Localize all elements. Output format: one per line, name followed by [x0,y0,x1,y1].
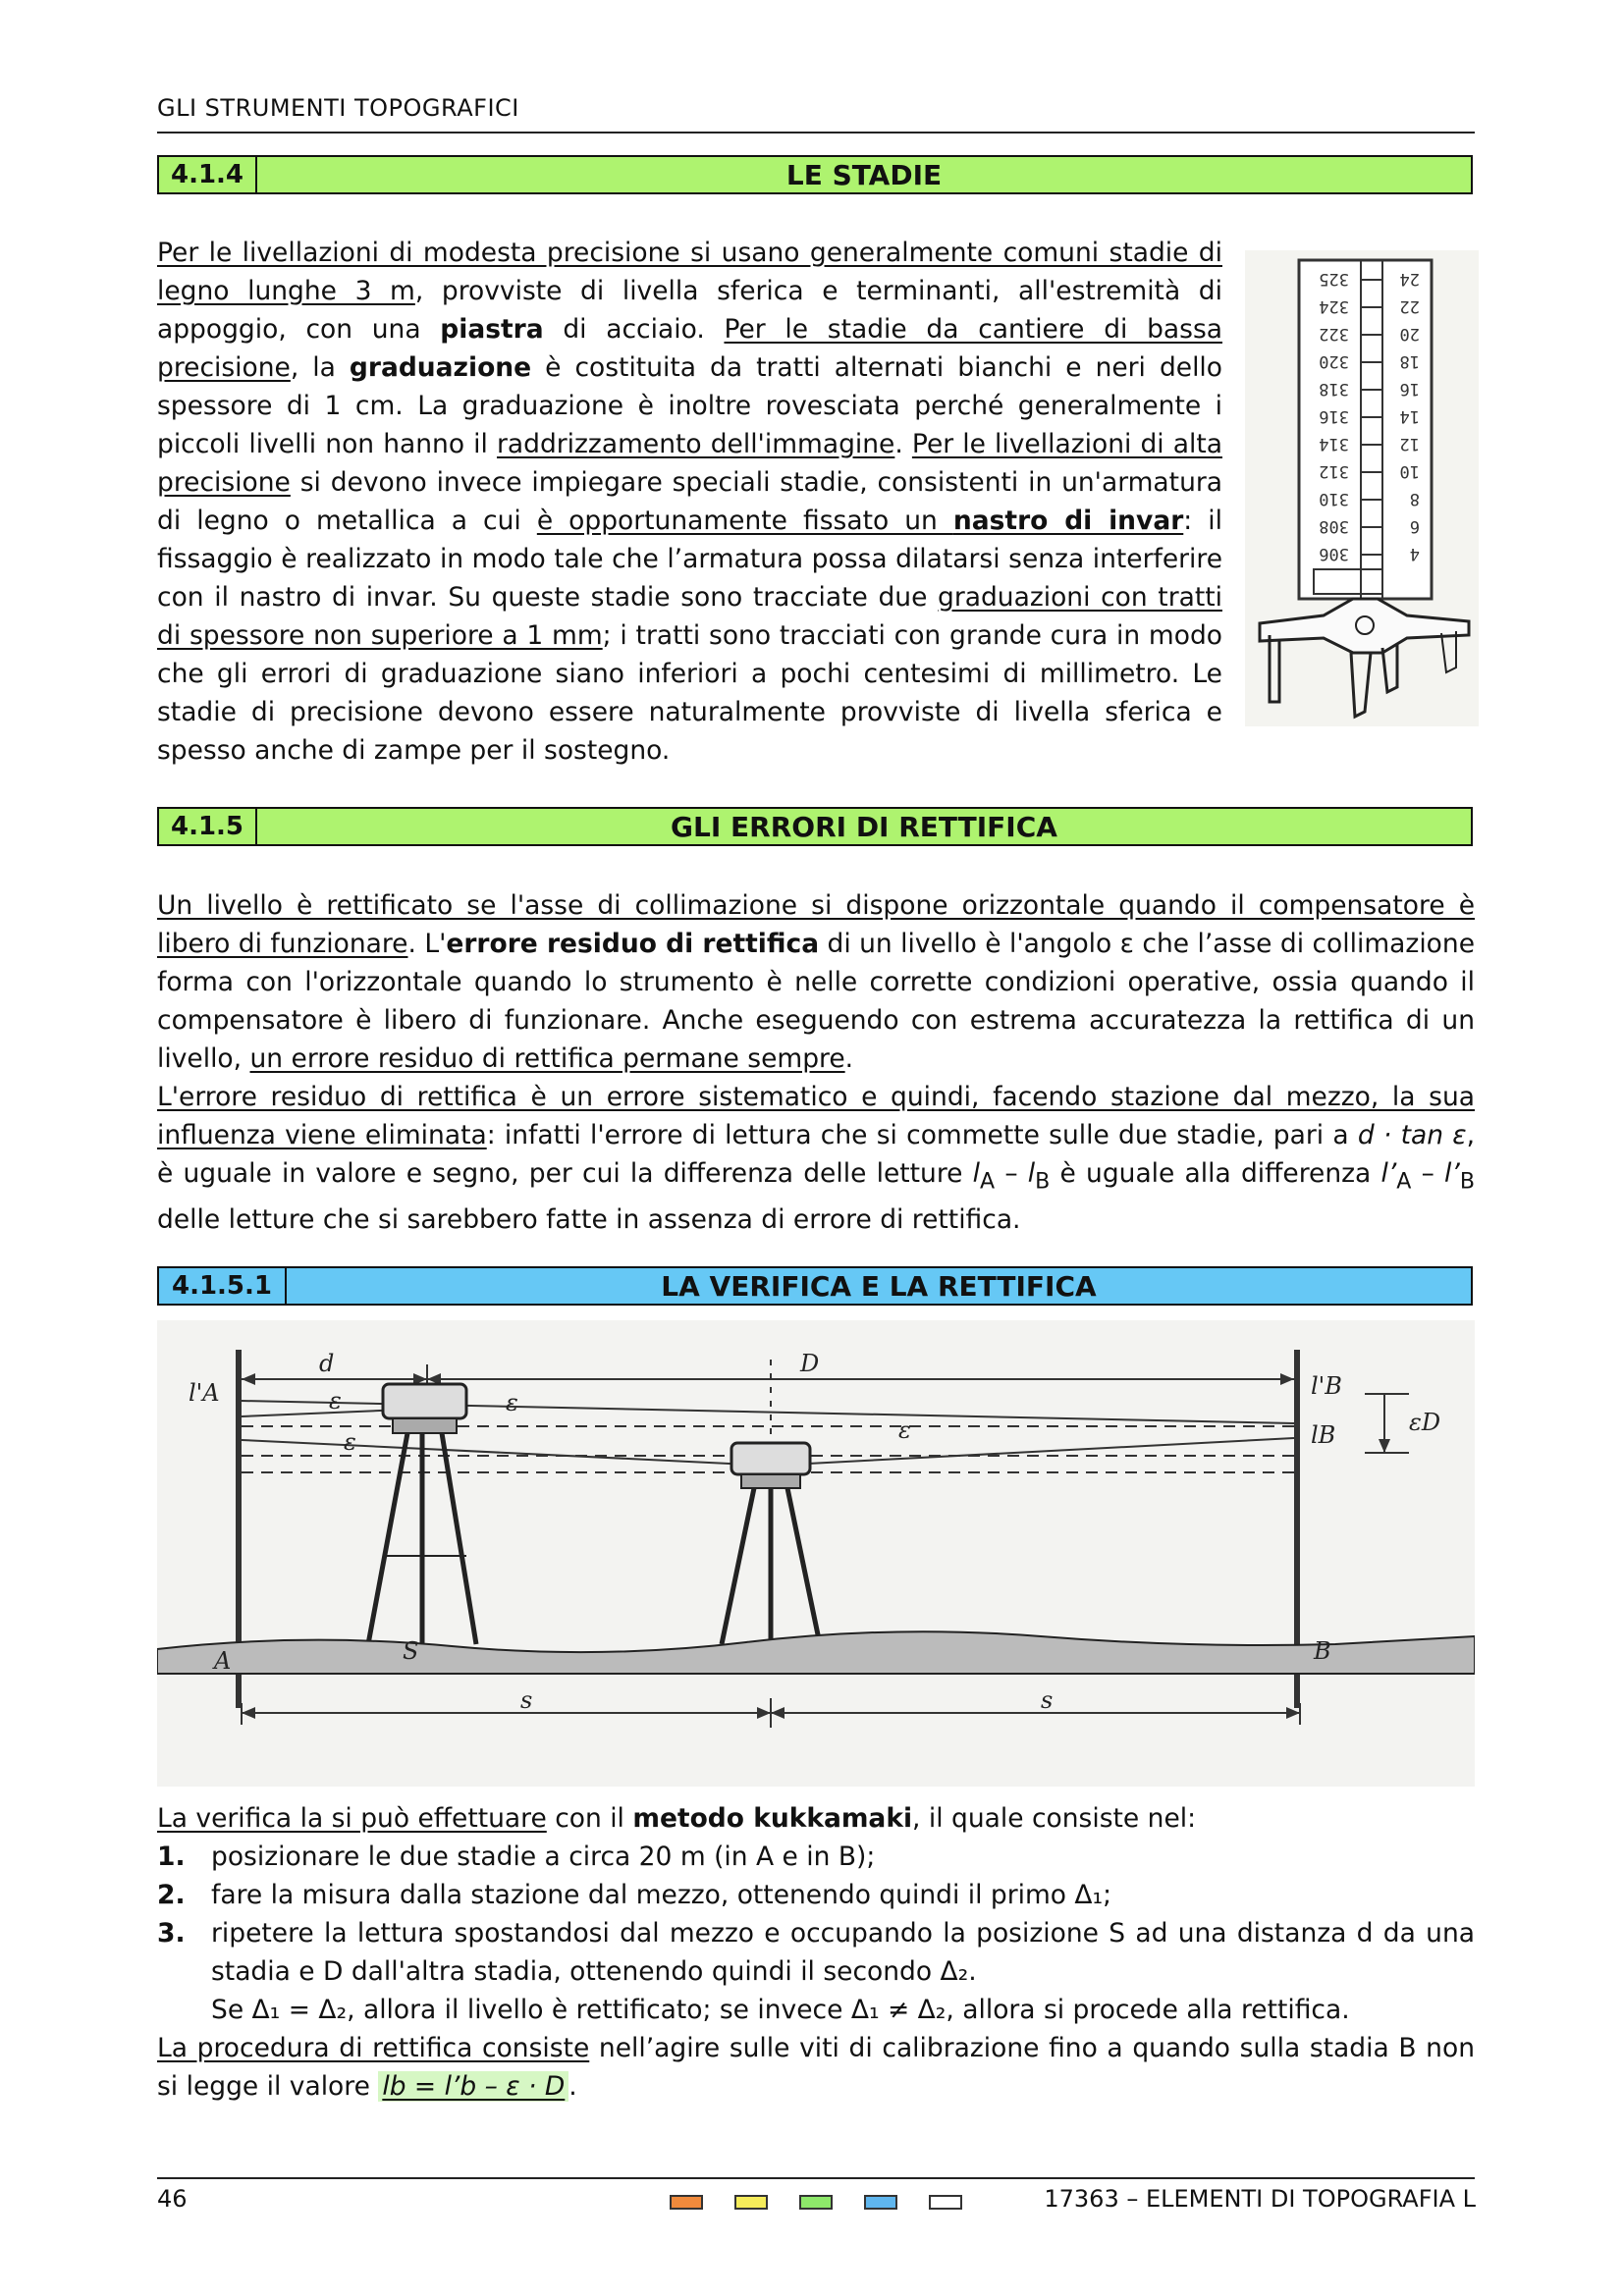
text-run: . [568,2071,577,2102]
text-run: – [1411,1158,1445,1189]
label-s: s [520,1686,533,1714]
text-run: . [894,429,912,459]
list-item [157,1838,1475,1876]
staff-label: 8 [1409,489,1420,508]
list-text: fare la misura dalla stazione dal mezzo, ottenendo quindi il primo Δ₁; [211,1880,1112,1910]
page-number: 46 [157,2185,188,2213]
text-run: con il [546,1803,633,1834]
staff-label: 10 [1399,461,1420,481]
underlined-text: raddrizzamento dell'immagine [496,429,895,459]
text-run: è costituita da tratti alternati bianchi e neri dello spessore di 1 cm. La graduazione è inoltre rovesciata perché generalmente i piccoli livelli non hanno il [157,352,1223,459]
staff-label: 16 [1399,379,1420,399]
text-run: : il fissaggio è realizzato in modo tale che l’armatura possa dilatarsi senza interferire con il nastro di invar. Su queste stadie sono tracciate due [157,506,1222,613]
underlined-text: Per le livellazioni di alta precisione [157,429,1222,498]
label-epsilon-d: εD [1409,1409,1441,1436]
formula-text: l’ [1380,1158,1397,1189]
staff-label: 24 [1399,269,1420,289]
color-swatch-white [929,2195,962,2210]
formula-text: l’ [1444,1158,1460,1189]
underlined-text: L'errore residuo di rettifica è un errore sistematico e quindi, facendo stazione dal mezzo, la sua influenza viene eliminata [157,1082,1475,1150]
section-bar-4-1-5 [157,807,1473,846]
staff-label: 12 [1399,434,1420,454]
color-swatch-blue [864,2195,897,2210]
text-run: , il quale consiste nel: [912,1803,1197,1834]
staff-label: 18 [1399,351,1420,371]
underlined-text: La verifica la si può effettuare [157,1803,547,1834]
label-l-a-prime: l'A [189,1379,220,1407]
text-run: di un livello è l'angolo ε che l’asse di collimazione forma con l'orizzontale quando lo strumento è nelle corrette condizioni operative, ossia quando il compensatore è libero di funzionare. Anche eseguendo con estrema accuratezza la rettifica di un livello, [157,929,1475,1074]
procedure-list [157,1838,1475,2029]
section-title: LE STADIE [257,157,1471,192]
section-bar-4-1-5-1 [157,1266,1473,1306]
header-rule [157,132,1475,133]
staff-label: 20 [1399,324,1420,344]
diagram-background [157,1320,1475,1787]
section-title: LA VERIFICA E LA RETTIFICA [287,1268,1471,1304]
bold-underlined-text: nastro di invar [952,506,1184,536]
leveling-diagram [157,1320,1475,1787]
subscript: B [1459,1169,1475,1195]
staff-label: 6 [1409,516,1420,536]
label-l-b: lB [1311,1421,1336,1449]
document-code: 17363 – ELEMENTI DI TOPOGRAFIA L [1044,2185,1476,2213]
list-item [157,1914,1475,1991]
verifica-intro [157,1799,1475,1838]
staff-label: 314 [1319,434,1349,454]
label-b: B [1314,1637,1331,1665]
staff-label: 324 [1319,296,1349,316]
text-run: – [995,1158,1028,1189]
subscript: B [1035,1169,1051,1195]
label-epsilon: ε [329,1387,342,1415]
label-big-d: D [800,1350,820,1377]
underlined-text: Per le stadie da cantiere di bassa precisione [157,314,1223,383]
bold-text: graduazione [349,352,532,383]
stadia-illustration [1245,250,1479,726]
level-instrument-1 [383,1384,466,1418]
label-epsilon: ε [898,1416,911,1444]
formula-text: l [972,1158,981,1189]
text-run: di acciaio. [543,314,725,345]
text-run: , la [290,352,350,383]
list-text: posizionare le due stadie a circa 20 m (in A e in B); [211,1842,876,1872]
staff-label: 14 [1399,406,1420,426]
underlined-text: graduazioni con tratti di spessore non superiore a 1 mm [157,582,1222,651]
section-bar-4-1-4 [157,155,1473,194]
text-run: . [844,1043,854,1074]
conclusion [157,1991,1475,2029]
list-number: 1. [157,1842,186,1872]
list-text: ripetere la lettura spostandosi dal mezzo e occupando la posizione S ad una distanza d da una stadia e D dall'altra stadia, ottenendo quindi il secondo Δ₂. [211,1918,1475,1987]
staff-label: 312 [1319,461,1349,481]
list-number: 2. [157,1880,186,1910]
staff-label: 325 [1319,269,1349,289]
subscript: A [980,1169,996,1195]
text-run: , è uguale in valore e segno, per cui la differenza delle letture [157,1120,1476,1189]
bold-text: metodo kukkamaki [632,1803,913,1834]
staff-label: 322 [1319,324,1349,344]
staff-label: 22 [1399,296,1420,316]
staff-label: 310 [1319,489,1349,508]
text-run: . L' [407,929,447,959]
underlined-text: Un livello è rettificato se l'asse di collimazione si dispone orizzontale quando il compensatore è libero di funzionare [157,890,1475,959]
footer-rule [157,2177,1475,2179]
staff-label: 308 [1319,516,1349,536]
label-epsilon: ε [506,1389,518,1416]
section-number: 4.1.4 [159,157,257,192]
formula-text: l [1027,1158,1036,1189]
level-instrument-2 [731,1443,810,1474]
color-swatch-orange [670,2195,703,2210]
text-run: nell’agire sulle viti di calibrazione fino a quando sulla stadia B non si legge il valore [157,2033,1475,2102]
text-run: si devono invece impiegare speciali stadie, consistenti in un'armatura di legno o metallica a cui [157,467,1222,536]
list-number: 3. [157,1918,186,1949]
text-run: è uguale alla differenza [1050,1158,1381,1189]
highlighted-formula: lb = l’b – ε · D [382,2071,566,2102]
procedure-paragraph [157,2029,1475,2106]
conclusion-text: Se Δ₁ = Δ₂, allora il livello è rettificato; se invece Δ₁ ≠ Δ₂, allora si procede alla rettifica. [211,1995,1350,2025]
staff-label: 316 [1319,406,1349,426]
underlined-text: un errore residuo di rettifica permane sempre [249,1043,845,1074]
color-swatch-green [799,2195,833,2210]
section-number: 4.1.5.1 [159,1268,287,1304]
label-s: s [1041,1686,1054,1714]
section-number: 4.1.5 [159,809,257,844]
list-item [157,1876,1475,1914]
stadie-paragraph [157,234,1222,770]
staff-label: 4 [1409,544,1420,563]
bold-text: errore residuo di rettifica [446,929,820,959]
label-l-b-prime: l'B [1311,1372,1342,1400]
label-a: A [214,1647,232,1675]
color-swatch-yellow [734,2195,768,2210]
label-d: d [319,1350,335,1377]
text-run: : infatti l'errore di lettura che si commette sulle due stadie, pari a [486,1120,1358,1150]
text-run: , provviste di livella sferica e terminanti, all'estremità di appoggio, con una [157,276,1222,345]
section-title: GLI ERRORI DI RETTIFICA [257,809,1471,844]
subscript: A [1396,1169,1412,1195]
text-run: delle letture che si sarebbero fatte in assenza di errore di rettifica. [157,1204,1021,1236]
underlined-text: è opportunamente fissato un [536,506,953,536]
bold-text: piastra [440,314,544,345]
rettifica-paragraph [157,886,1475,1239]
underlined-text: Per le livellazioni di modesta precisione si usano generalmente comuni stadie di legno lunghe 3 m [157,238,1222,306]
staff-label: 318 [1319,379,1349,399]
running-head: GLI STRUMENTI TOPOGRAFICI [157,94,519,122]
staff-label: 320 [1319,351,1349,371]
formula-text: d · tan ε [1357,1120,1467,1150]
staff-label: 306 [1319,544,1349,563]
label-epsilon: ε [344,1428,356,1456]
label-s-station: S [403,1637,419,1665]
underlined-text: La procedura di rettifica consiste [157,2033,590,2063]
text-run: ; i tratti sono tracciati con grande cura in modo che gli errori di graduazione siano inferiori a pochi centesimi di millimetro. Le stadie di precisione devono essere naturalmente provviste di livella sferica e spesso anche di zampe per il sostegno. [157,620,1222,766]
